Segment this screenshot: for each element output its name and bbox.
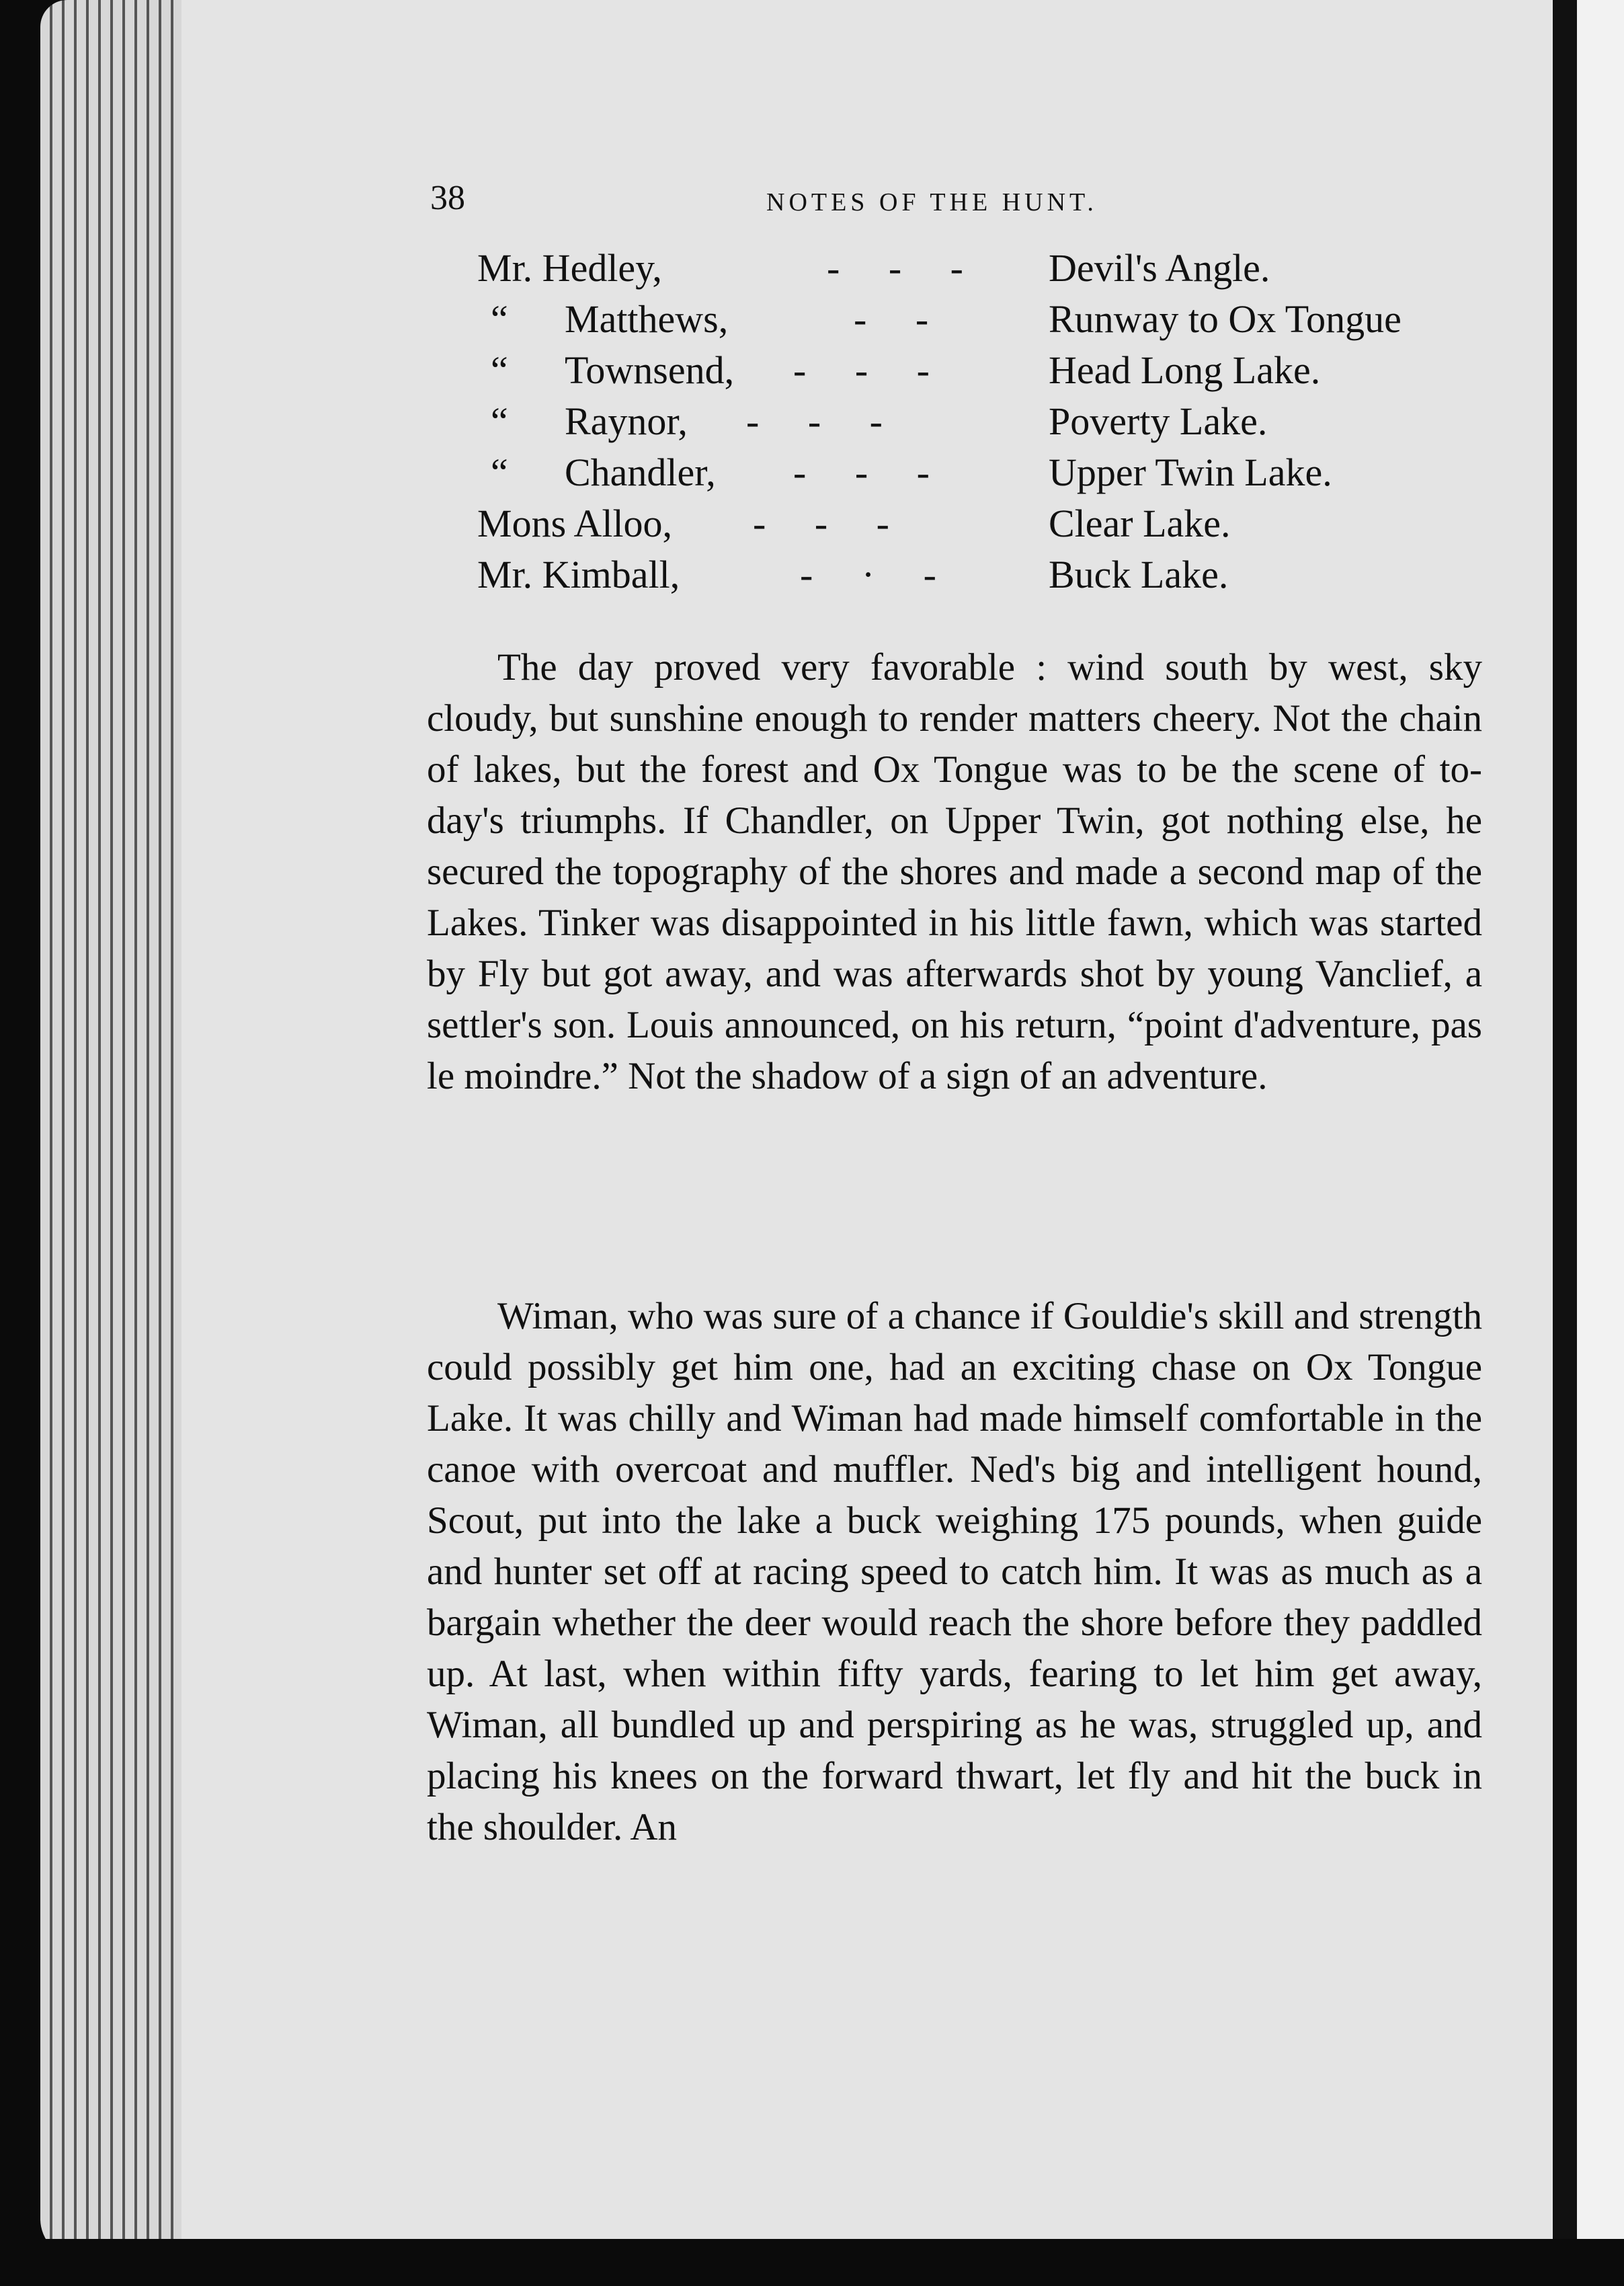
- stand-location: Head Long Lake.: [1049, 348, 1321, 392]
- assignment-row: [477, 450, 1512, 501]
- stand-location: Devil's Angle.: [1049, 246, 1270, 290]
- leader-dashes: - · -: [800, 553, 936, 596]
- body-paragraph: Wiman, who was sure of a chance if Gouldie's skill and strength could possibly get him one, had an exciting chase on Ox Tongue Lake. It was chilly and Wiman had made himself comfortable in the canoe with overcoat and muffler. Ned's big and intelligent hound, Scout, put into the lake a buck weighing 175 pounds, when guide and hunter set off at racing speed to catch him. It was as much as a bargain whether the deer would reach the shore before they paddled up. At last, when within fifty yards, fearing to let him get away, Wiman, all bundled up and perspiring as he was, struggled up, and placing his knees on the forward thwart, let fly and hit the buck in the shoulder. An: [427, 1295, 1482, 1848]
- assignment-row: [477, 348, 1512, 399]
- book-page-edges: [40, 0, 195, 2259]
- hunter-name: Matthews,: [565, 297, 729, 341]
- ditto-mark: “: [491, 450, 508, 494]
- leader-dashes: - - -: [746, 399, 883, 443]
- stand-location: Clear Lake.: [1049, 502, 1231, 545]
- leader-dashes: - - -: [793, 348, 930, 392]
- hunter-name: Mons Alloo,: [477, 502, 673, 545]
- leader-dashes: - - -: [753, 502, 889, 545]
- assignment-row: [477, 399, 1512, 450]
- assignment-row: [477, 501, 1512, 552]
- ditto-mark: “: [491, 348, 508, 392]
- leader-dashes: - - -: [827, 246, 963, 290]
- stand-assignments-list: [477, 245, 1512, 603]
- stand-location: Runway to Ox Tongue: [1049, 297, 1402, 341]
- page-number: 38: [430, 179, 465, 217]
- assignment-row: [477, 552, 1512, 603]
- body-paragraph: The day proved very favorable : wind south by west, sky cloudy, but sunshine enough to render matters cheery. Not the chain of lakes, but the forest and Ox Tongue was to be the scene of to-day's triumphs. If Chandler, on Upper Twin, got nothing else, he secured the topography of the shores and made a second map of the Lakes. Tinker was disappointed in his little fawn, which was started by Fly but got away, and was afterwards shot by young Vanclief, a settler's son. Louis announced, on his return, “point d'adventure, pas le moindre.” Not the shadow of a sign of an adventure.: [427, 646, 1482, 1097]
- leader-dashes: - -: [854, 297, 929, 341]
- hunter-name: Mr. Hedley,: [477, 246, 662, 290]
- running-title: NOTES OF THE HUNT.: [766, 188, 1098, 216]
- assignment-row: [477, 297, 1512, 348]
- facing-page-edge: [1577, 0, 1624, 2286]
- leader-dashes: - - -: [793, 450, 930, 494]
- hunter-name: Townsend,: [565, 348, 735, 392]
- scan-bottom-border: [0, 2239, 1624, 2286]
- stand-location: Upper Twin Lake.: [1049, 450, 1332, 494]
- ditto-mark: “: [491, 297, 508, 341]
- hunter-name: Raynor,: [565, 399, 688, 443]
- hunter-name: Mr. Kimball,: [477, 553, 680, 596]
- stand-location: Poverty Lake.: [1049, 399, 1268, 443]
- assignment-row: [477, 245, 1512, 297]
- hunter-name: Chandler,: [565, 450, 716, 494]
- book-spine-shadow: [1553, 0, 1577, 2286]
- page-header: [430, 178, 1486, 232]
- stand-location: Buck Lake.: [1049, 553, 1229, 596]
- ditto-mark: “: [491, 399, 508, 443]
